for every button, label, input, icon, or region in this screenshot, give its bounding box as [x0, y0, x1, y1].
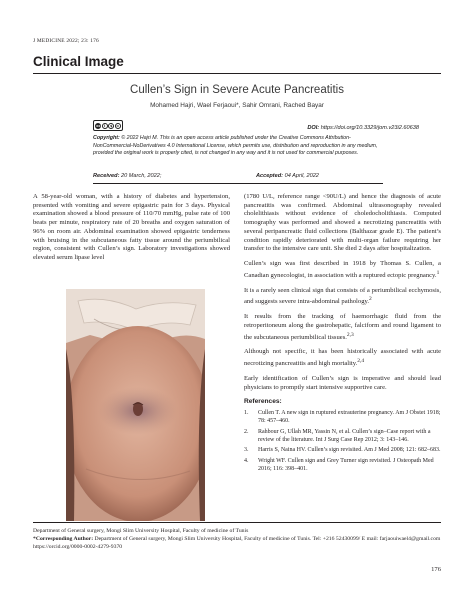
cc-icon: cc [96, 123, 101, 128]
copyright-label: Copyright: [93, 135, 120, 141]
copyright-notice [93, 135, 383, 158]
nd-icon: = [116, 123, 120, 128]
reference-item: 2. Rahbour G, Ullah MR, Yassin N, et al. Cullen’s sign–Case report with a review of the literature. Int J Surg Case Rep 2012; 3: 143–146. [244, 428, 431, 443]
references-heading: References: [244, 398, 282, 406]
footer-rule [33, 522, 441, 523]
author-list: Mohamed Hajri, Wael Ferjaoui*, Sahir Omrani, Rached Bayar [150, 102, 324, 109]
copyright-text: © 2022 Hajri M. This is an open access article published under the Creative Commons Attribution-NonCommercial-NoDerivatives 4.0 International License, which permits use, distribution and reproduction in any medium, provided the original work is properly cited, is not changed in any way and it is not used for commercial purposes. [93, 135, 378, 156]
case-paragraph: A 58-year-old woman, with a history of diabetes and hypertension, presented with vomiting and severe epigastric pain for 3 days. Physical examination showed a blood pressure of 110/70 mmHg, pulse rate of 100 beats per minute, respiratory rate of 20 breaths and oxygen saturation of 96% on room air. Abdominal examination showed epigastric tenderness with bruising in the subcutaneous fatty tissue around the periumbilical region, consistent with Cullen’s sign. Laboratory investigations showed elevated serum lipase level [33, 193, 230, 261]
article-title: Cullen’s Sign in Severe Acute Pancreatitis [130, 84, 344, 96]
doi-label: DOI: [307, 125, 320, 131]
accepted-date: Accepted: 04 April, 2022 [256, 173, 319, 179]
journal-line: J MEDICINE 2022; 23: 176 [33, 38, 99, 44]
nc-icon: $ [110, 123, 113, 128]
discussion-paragraph-1: (1780 U/L, reference range <90U/L) and hence the diagnosis of acute pancreatitis was confirmed. Abdominal ultrasonography revealed cholelithiasis without evidence of choledocholithiasis. Computed tomography was performed and showed a necrotizing pancreatitis with several peripancreatic fluid collections (Balthazar grade E). The patient’s condition rapidly deteriorated with multi-organ failure requiring her transfer to the intensive care unit. She died 2 days after hospitalization. [244, 193, 441, 253]
reference-item: 4. Wright WF. Cullen sign and Grey Turner sign revisited. J Osteopath Med 2016; 116: 398–401. [244, 458, 434, 472]
discussion-paragraph-6: Early identification of Cullen’s sign is imperative and should lead physicians to promptly start intensive supportive care. [244, 375, 441, 391]
discussion-paragraph-5: Although not specific, it has been historically associated with acute necrotizing pancreatitis and high mortality.$^{2,4}$ [244, 348, 441, 368]
left-column [33, 193, 230, 269]
corresponding-author: *Corresponding Author: Department of General surgery, Mongi Slim University Hospital, Faculty of medicine of Tunis. Tel: +216 52430099/ E mail: farjaouiwael4@gmail.com [33, 536, 441, 542]
creative-commons-badge[interactable] [93, 120, 123, 131]
affiliation-line: Department of General surgery, Mongi Slim University Hospital, Faculty of medicine of Tunis [33, 528, 249, 534]
header-rule [33, 73, 441, 74]
reference-item: 3. Harris S, Naina HV. Cullen’s sign revisited. Am J Med 2008; 121: 682–683. [244, 447, 441, 454]
discussion-paragraph-3: It is a rarely seen clinical sign that consists of a periumbilical ecchymosis, and suggests severe intra-abdominal pathology.$^2$ [244, 286, 441, 306]
received-date: Received: 20 March, 2022; [93, 173, 162, 179]
doi-line [307, 125, 419, 131]
discussion-paragraph-2: Cullen’s sign was first described in 1918 by Thomas S. Cullen, a Canadian gynecologist, in association with a ruptured ectopic pregnancy.$^1$ [244, 259, 441, 279]
reference-item: 1. Cullen T. A new sign in ruptured extrauterine pregnancy. Am J Obstet 1918; 78: 457–460. [244, 410, 441, 424]
section-heading: Clinical Image [33, 54, 124, 69]
footer-notes [33, 527, 441, 551]
orcid-link[interactable]: https://orcid.org/0000-0002-4279-9370 [33, 544, 123, 550]
by-icon: i [102, 123, 108, 129]
page-number: 176 [431, 566, 441, 573]
doi-link[interactable]: https://doi.org/10.3329/jom.v23i2.60638 [320, 125, 419, 131]
discussion-paragraph-4: It results from the tracking of haemorrhagic fluid from the retroperitoneum along the gastrohepatic, falciform and round ligament to the subcutaneous periumbilical tissues.$^{2,3}$ [244, 313, 441, 341]
right-column [244, 193, 441, 477]
clinical-photo [66, 289, 205, 521]
dates-rule [93, 183, 383, 184]
